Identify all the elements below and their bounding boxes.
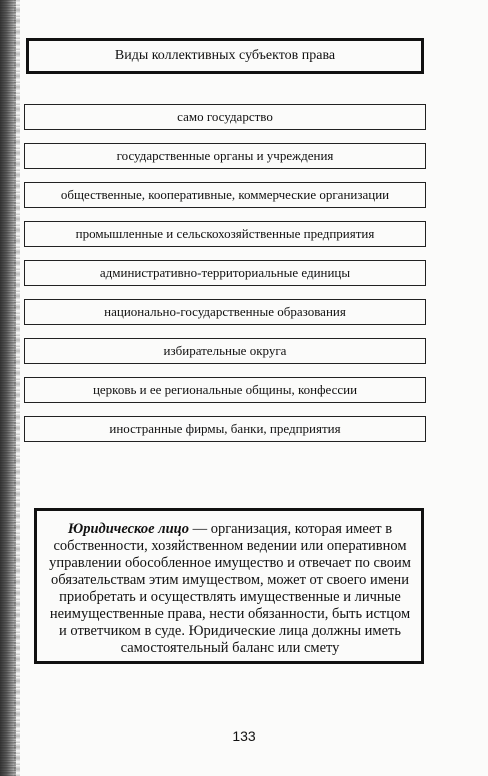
diagram-title-box xyxy=(26,38,424,74)
subject-type-label: избирательные округа xyxy=(163,343,287,358)
subject-type-item xyxy=(24,338,426,364)
diagram-title: Виды коллективных субъектов права xyxy=(114,48,336,63)
definition-term: Юридическое лицо xyxy=(67,521,189,537)
subject-type-label: общественные, кооперативные, коммерческие организации xyxy=(60,187,390,202)
subject-type-label: иностранные фирмы, банки, предприятия xyxy=(109,421,341,436)
subject-type-label: административно-территориальные единицы xyxy=(99,265,351,280)
subject-type-label: национально-государственные образования xyxy=(104,304,346,319)
subject-type-item xyxy=(24,182,426,208)
subject-type-item xyxy=(24,377,426,403)
subject-type-label: государственные органы и учреждения xyxy=(116,148,334,163)
subject-type-item xyxy=(24,143,426,169)
definition-text: — организация, которая имеет в собственности, хозяйственном ведении или оперативном управлении обособленное имущество и отвечает по своим обязательствам этим имуществом, может от своего имени приобретать и осуществлять имущественные и личные неимущественные права, нести обязанности, быть истцом и ответчиком в суде. Юридические лица должны иметь самостоятельный баланс или смету xyxy=(49,521,411,656)
page-binding-edge xyxy=(0,0,16,776)
subject-type-label: промышленные и сельскохозяйственные предприятия xyxy=(75,226,375,241)
subject-type-item xyxy=(24,104,426,130)
subject-type-item xyxy=(24,299,426,325)
subject-type-item xyxy=(24,416,426,442)
subject-type-item xyxy=(24,260,426,286)
subject-type-label: церковь и ее региональные общины, конфессии xyxy=(92,382,358,397)
subject-type-item xyxy=(24,221,426,247)
page-number: 133 xyxy=(232,728,256,744)
legal-entity-definition-box xyxy=(34,508,424,664)
subject-type-label: само государство xyxy=(177,109,273,124)
